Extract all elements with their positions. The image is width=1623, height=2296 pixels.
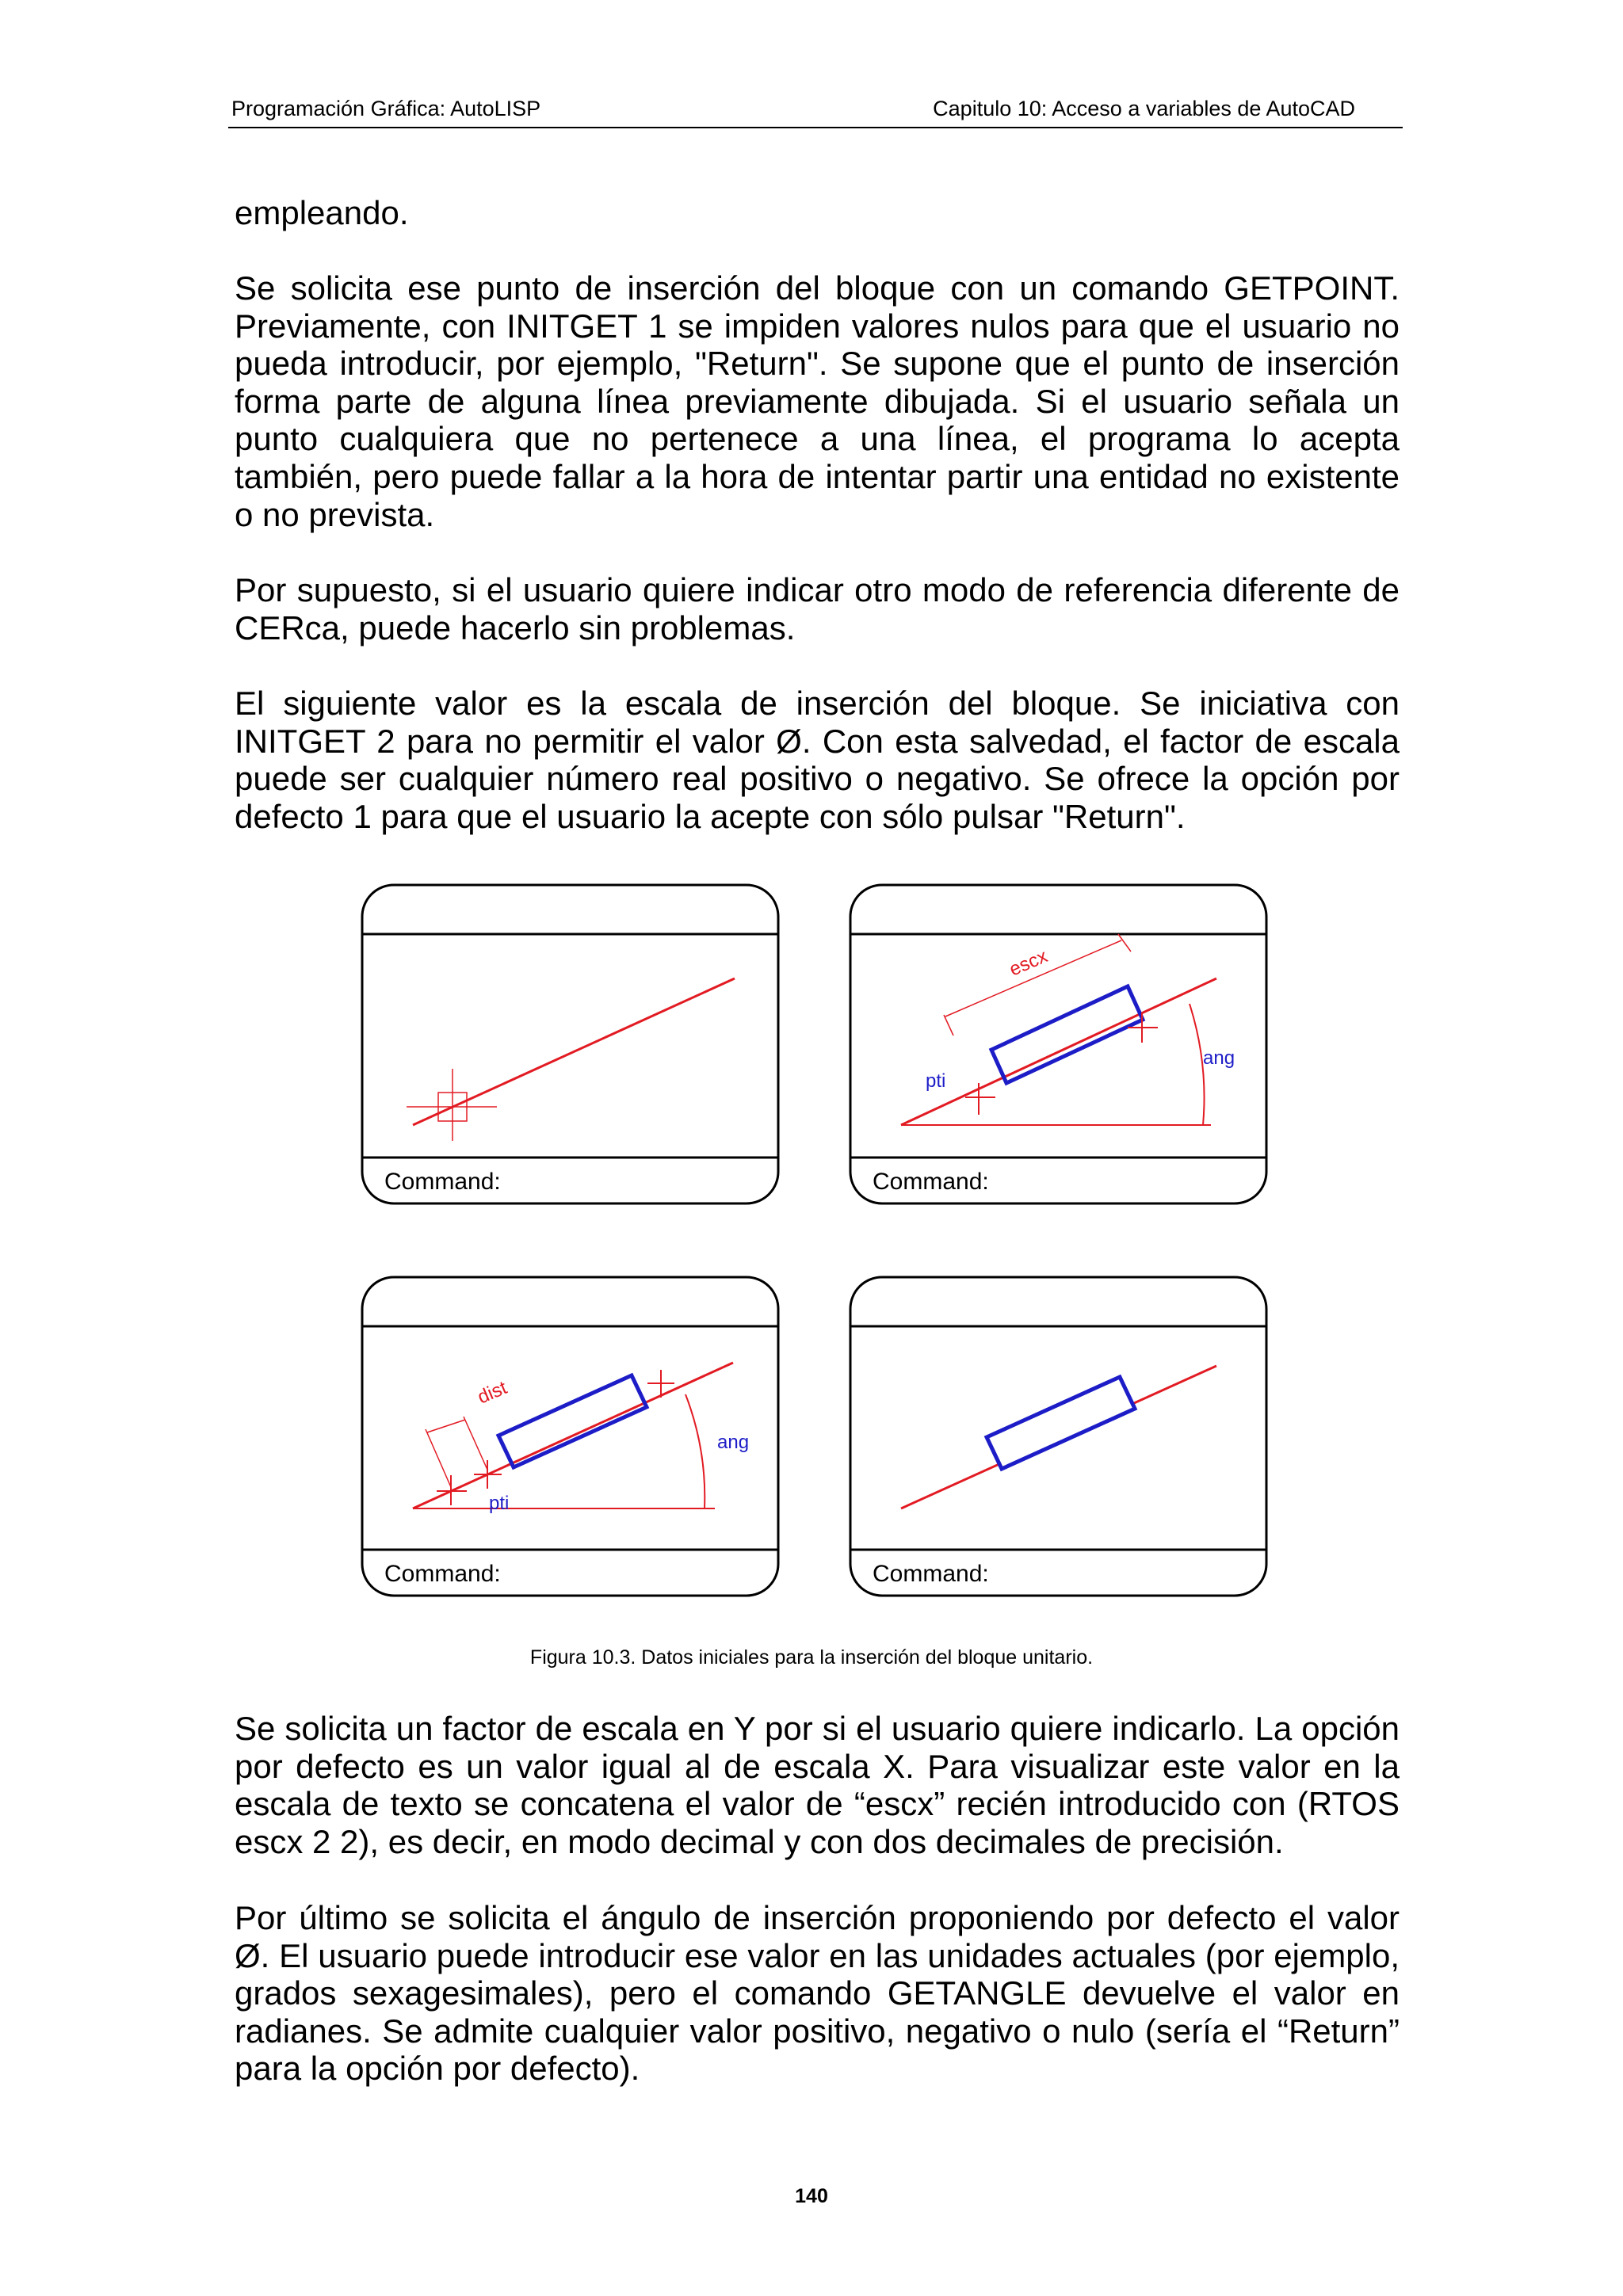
header-chapter-title: Capitulo 10: Acceso a variables de AutoCAD (933, 97, 1355, 120)
panel-4-command-text: Command: (873, 1561, 989, 1587)
figure-10-3 (358, 881, 1270, 1604)
label-ang: ang (1203, 1047, 1235, 1069)
label-pti-2: pti (489, 1493, 510, 1514)
page-number: 140 (795, 2185, 828, 2207)
panel-2-command-text: Command: (873, 1169, 989, 1195)
paragraph-2: Por supuesto, si el usuario quiere indicar otro modo de referencia diferente de CERca, puede hacerlo sin problemas. (235, 571, 1400, 646)
panel-1-command-text: Command: (384, 1169, 501, 1195)
label-pti: pti (926, 1070, 946, 1092)
panel-3-command-text: Command: (384, 1561, 501, 1587)
figure-caption: Figura 10.3. Datos iniciales para la inserción del bloque unitario. (529, 1646, 1094, 1669)
panel-1 (362, 885, 778, 1203)
paragraph-1: Se solicita ese punto de inserción del bloque con un comando GETPOINT. Previamente, con INITGET 1 se impiden valores nulos para que el usuario no pueda introducir, por ejemplo, "Return". Se supone que el punto de inserción forma parte de alguna línea previamente dibujada. Si el usuario señala un punto cualquiera que no pertenece a una línea, el programa lo acepta también, pero puede fallar a la hora de intentar partir una entidad no existente o no prevista. (235, 269, 1400, 533)
paragraph-5: Por último se solicita el ángulo de inserción proponiendo por defecto el valor Ø. El usuario puede introducir ese valor en las unidades actuales (por ejemplo, grados sexagesimales), pero el comando GETANGLE devuelve el valor en radianes. Se admite cualquier valor positivo, negativo o nulo (sería el “Return” para la opción por defecto). (235, 1899, 1400, 2088)
paragraph-3: El siguiente valor es la escala de inserción del bloque. Se iniciativa con INITGET 2 para no permitir el valor Ø. Con esta salvedad, el factor de escala puede ser cualquier número real positivo o negativo. Se ofrece la opción por defecto 1 para que el usuario la acepte con sólo pulsar "Return". (235, 685, 1400, 835)
panel-4 (850, 1277, 1266, 1596)
paragraph-4: Se solicita un factor de escala en Y por si el usuario quiere indicarlo. La opción por defecto es un valor igual al de escala X. Para visualizar este valor en la escala de texto se concatena el valor de “escx” recién introducido con (RTOS escx 2 2), es decir, en modo decimal y con dos decimales de precisión. (235, 1710, 1400, 1860)
paragraph-0: empleando. (235, 194, 409, 231)
label-dist: dist (474, 1377, 510, 1409)
label-escx: escx (1006, 945, 1051, 981)
page-header (228, 93, 1403, 128)
panel-3 (362, 1277, 778, 1596)
header-book-title: Programación Gráfica: AutoLISP (231, 97, 541, 120)
panel-2 (850, 885, 1266, 1203)
label-ang-2: ang (717, 1432, 750, 1453)
